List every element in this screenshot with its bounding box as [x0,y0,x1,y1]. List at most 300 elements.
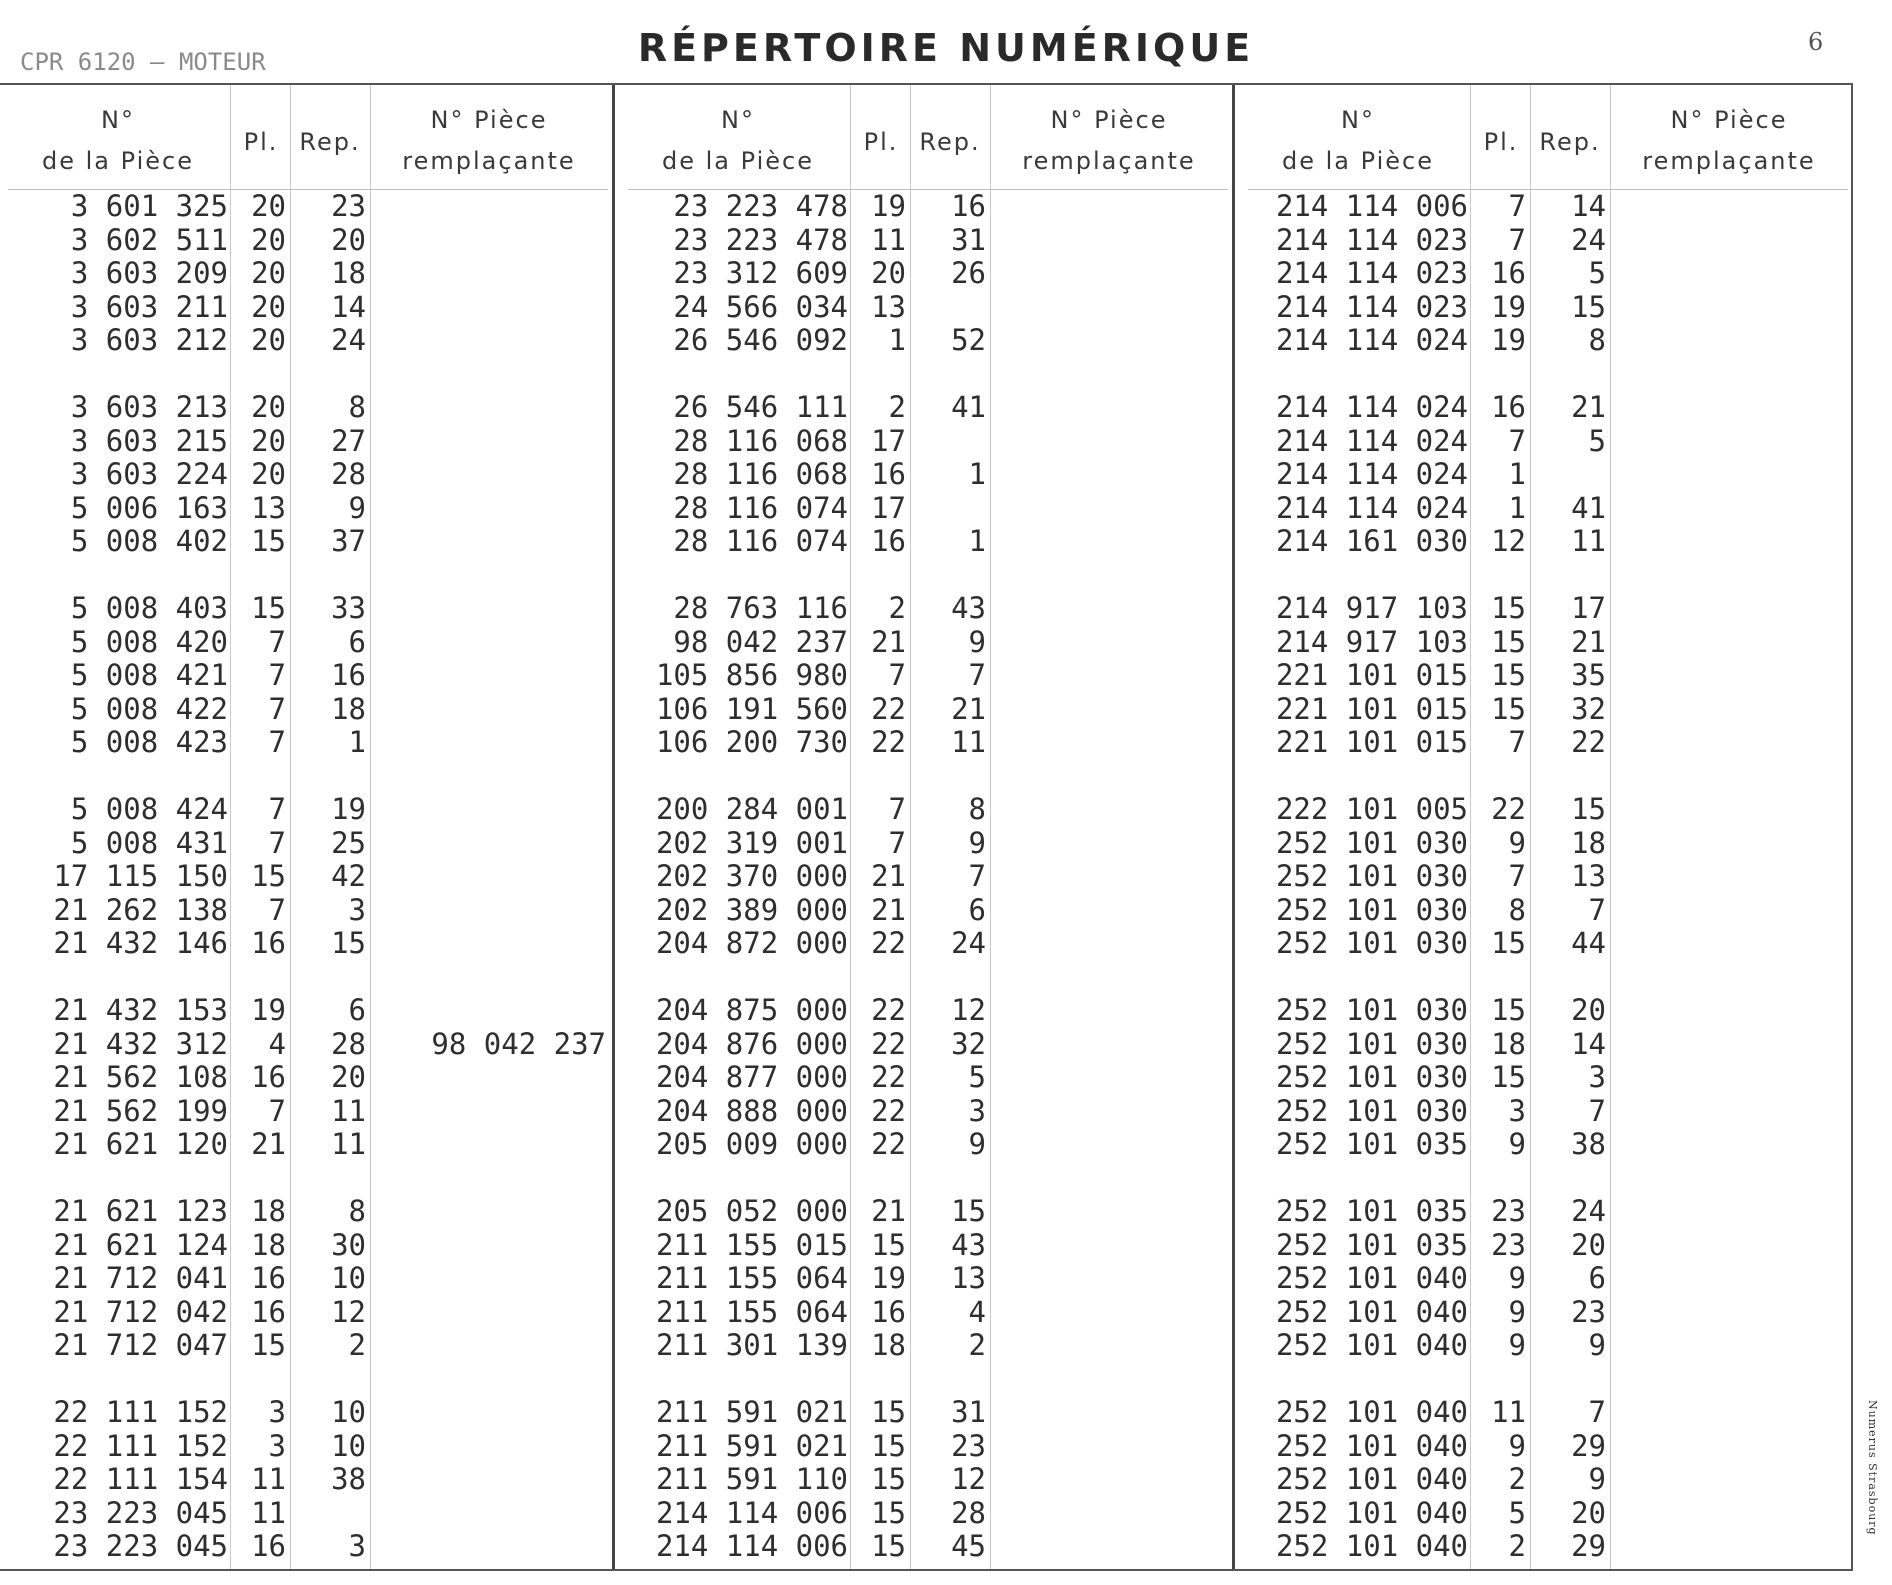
part-number: 3 602 511 [70,222,228,257]
part-number: 204 888 000 [655,1093,848,1128]
table-row [620,693,1230,727]
part-number: 3 603 215 [70,423,228,458]
plate-number: 7 [888,658,906,692]
table-row [0,793,610,827]
part-number: 221 101 015 [1275,725,1468,759]
reference-number: 11 [331,1093,366,1128]
part-number: 211 155 015 [655,1227,848,1262]
reference-number: 7 [1588,1093,1606,1128]
table-row [1240,1296,1850,1330]
reference-number: 24 [1571,1194,1606,1228]
plate-number: 15 [871,1428,906,1463]
table-row [1240,1430,1850,1464]
reference-number: 1 [968,457,986,491]
header-piece-line1: N° [101,106,135,134]
table-row [620,1195,1230,1229]
part-number: 252 101 030 [1275,892,1468,927]
plate-number: 22 [871,1093,906,1128]
plate-number: 23 [1491,1227,1526,1262]
plate-number: 2 [888,390,906,424]
table-row [620,324,1230,358]
block-separator [612,85,615,1569]
reference-number: 20 [1571,993,1606,1027]
reference-number: 14 [331,289,366,324]
column-header-pl: Pl. [863,128,899,156]
part-number: 26 546 111 [673,390,848,424]
table-row [620,1396,1230,1430]
table-row [620,927,1230,961]
header-piece-line2: de la Pièce [662,147,814,175]
plate-number: 9 [1508,1428,1526,1463]
plate-number: 2 [1508,1462,1526,1496]
plate-number: 7 [268,658,286,692]
part-number: 3 603 212 [70,323,228,357]
reference-number: 29 [1571,1529,1606,1563]
reference-number: 41 [1571,490,1606,525]
reference-number: 28 [331,457,366,491]
page-title: RÉPERTOIRE NUMÉRIQUE [637,26,1255,70]
part-number: 5 006 163 [70,490,228,525]
part-number: 211 591 021 [655,1395,848,1429]
plate-number: 21 [251,1127,286,1161]
part-number: 22 111 154 [53,1462,228,1496]
plate-number: 22 [871,926,906,960]
part-number: 252 101 040 [1275,1495,1468,1530]
plate-number: 15 [1491,1060,1526,1094]
plate-number: 11 [1491,1395,1526,1429]
part-number: 214 114 024 [1275,323,1468,357]
part-number: 214 114 024 [1275,423,1468,458]
table-row [0,1296,610,1330]
plate-number: 2 [888,591,906,625]
part-number: 252 101 040 [1275,1529,1468,1563]
part-number: 214 917 103 [1275,624,1468,659]
plate-number: 7 [268,792,286,826]
reference-number: 15 [331,926,366,960]
table-row [0,190,610,224]
part-number: 21 262 138 [53,892,228,927]
plate-number: 15 [871,1495,906,1530]
plate-number: 7 [268,691,286,726]
plate-number: 13 [251,490,286,525]
plate-number: 18 [251,1227,286,1262]
plate-number: 7 [1508,859,1526,893]
table-row [0,425,610,459]
plate-number: 20 [251,457,286,491]
reference-number: 11 [951,725,986,759]
table-row [0,1262,610,1296]
table-row [620,1296,1230,1330]
table-row [1240,894,1850,928]
part-number: 211 591 110 [655,1462,848,1496]
reference-number: 8 [348,390,366,424]
part-number: 211 155 064 [655,1261,848,1295]
reference-number: 4 [968,1294,986,1329]
reference-number: 32 [951,1026,986,1061]
header-remplacante-line2: remplaçante [1022,147,1196,175]
reference-number: 2 [968,1328,986,1362]
part-number: 21 432 312 [53,1026,228,1061]
part-number: 214 917 103 [1275,591,1468,625]
plate-number: 9 [1508,1328,1526,1362]
table-row [1240,1262,1850,1296]
plate-number: 22 [871,725,906,759]
table-row [0,257,610,291]
reference-number: 24 [331,323,366,357]
part-number: 5 008 431 [70,825,228,860]
table-row [1240,1329,1850,1363]
part-number: 252 101 030 [1275,1026,1468,1061]
table-row [1240,224,1850,258]
reference-number: 20 [331,222,366,257]
reference-number: 15 [951,1194,986,1228]
table-row [620,1095,1230,1129]
table-row [1240,1061,1850,1095]
table-row [1240,1463,1850,1497]
part-number: 252 101 030 [1275,1060,1468,1094]
reference-number: 3 [1588,1060,1606,1094]
part-number: 17 115 150 [53,859,228,893]
reference-number: 18 [331,691,366,726]
reference-number: 6 [348,624,366,659]
reference-number: 13 [951,1261,986,1295]
plate-number: 21 [871,892,906,927]
plate-number: 22 [1491,792,1526,826]
table-row [0,693,610,727]
plate-number: 7 [268,725,286,759]
part-number: 23 223 478 [673,189,848,223]
table-row [620,425,1230,459]
table-row [0,994,610,1028]
part-number: 23 223 045 [53,1495,228,1530]
reference-number: 22 [1571,725,1606,759]
part-number: 21 712 047 [53,1328,228,1362]
header-piece-line2: de la Pièce [1282,147,1434,175]
plate-number: 9 [1508,1127,1526,1161]
table-row [0,291,610,325]
plate-number: 16 [1491,390,1526,424]
plate-number: 7 [1508,189,1526,223]
reference-number: 17 [1571,591,1606,625]
reference-number: 11 [331,1127,366,1161]
column-header-remplacante [992,100,1226,182]
column-header-piece [630,100,846,182]
reference-number: 30 [331,1227,366,1262]
part-number: 252 101 030 [1275,859,1468,893]
plate-number: 22 [871,691,906,726]
document-code: CPR 6120 – MOTEUR [20,48,266,76]
reference-number: 7 [968,859,986,893]
part-number: 252 101 035 [1275,1127,1468,1161]
table-row [620,793,1230,827]
reference-number: 44 [1571,926,1606,960]
table-row [1240,324,1850,358]
table-row [620,224,1230,258]
reference-number: 7 [1588,1395,1606,1429]
table-row [1240,927,1850,961]
reference-number: 3 [348,892,366,927]
plate-number: 17 [871,490,906,525]
part-number: 252 101 040 [1275,1328,1468,1362]
table-row [0,827,610,861]
plate-number: 1 [888,323,906,357]
part-number: 21 712 042 [53,1294,228,1329]
plate-number: 7 [268,1093,286,1128]
part-number: 214 114 024 [1275,390,1468,424]
reference-number: 6 [1588,1261,1606,1295]
part-number: 3 601 325 [70,189,228,223]
reference-number: 38 [1571,1127,1606,1161]
table-row [1240,592,1850,626]
part-number: 204 872 000 [655,926,848,960]
side-credit: Numerus Strasbourg [1866,1400,1879,1536]
part-number: 205 009 000 [655,1127,848,1161]
plate-number: 8 [1508,892,1526,927]
plate-number: 18 [251,1194,286,1228]
reference-number: 9 [1588,1462,1606,1496]
plate-number: 7 [1508,222,1526,257]
reference-number: 27 [331,423,366,458]
reference-number: 8 [968,792,986,826]
plate-number: 15 [1491,993,1526,1027]
reference-number: 16 [331,658,366,692]
reference-number: 12 [951,1462,986,1496]
reference-number: 9 [968,624,986,659]
table-row [1240,1095,1850,1129]
table-row [0,626,610,660]
plate-number: 19 [871,1261,906,1295]
reference-number: 24 [1571,222,1606,257]
table-row [620,1061,1230,1095]
reference-number: 31 [951,222,986,257]
part-number: 200 284 001 [655,792,848,826]
part-number: 5 008 421 [70,658,228,692]
plate-number: 15 [1491,591,1526,625]
table-row [1240,626,1850,660]
table-row [1240,492,1850,526]
part-number: 252 101 040 [1275,1428,1468,1463]
plate-number: 15 [1491,691,1526,726]
reference-number: 29 [1571,1428,1606,1463]
reference-number: 25 [331,825,366,860]
table-row [620,726,1230,760]
part-number: 252 101 040 [1275,1294,1468,1329]
table-row [620,492,1230,526]
reference-number: 23 [331,189,366,223]
part-number: 21 562 108 [53,1060,228,1094]
table-row [0,492,610,526]
plate-number: 7 [888,792,906,826]
plate-number: 7 [1508,725,1526,759]
plate-number: 23 [1491,1194,1526,1228]
part-number: 252 101 035 [1275,1227,1468,1262]
reference-number: 12 [331,1294,366,1329]
part-number: 21 621 120 [53,1127,228,1161]
table-row [620,391,1230,425]
part-number: 5 008 422 [70,691,228,726]
plate-number: 16 [871,524,906,558]
plate-number: 16 [251,1060,286,1094]
part-number: 214 114 024 [1275,457,1468,491]
reference-number: 14 [1571,1026,1606,1061]
part-number: 214 114 006 [655,1529,848,1563]
reference-number: 8 [348,1194,366,1228]
plate-number: 19 [1491,323,1526,357]
plate-number: 3 [1508,1093,1526,1128]
part-number: 28 116 068 [673,457,848,491]
reference-number: 9 [968,825,986,860]
part-number: 5 008 424 [70,792,228,826]
reference-number: 18 [1571,825,1606,860]
table-row [620,1430,1230,1464]
plate-number: 16 [251,1294,286,1329]
header-piece-line1: N° [721,106,755,134]
reference-number: 20 [331,1060,366,1094]
column-header-rep: Rep. [299,128,361,156]
reference-number: 9 [968,1127,986,1161]
table-row [0,1061,610,1095]
plate-number: 12 [1491,524,1526,558]
part-number: 28 763 116 [673,591,848,625]
header-remplacante-line1: N° Pièce [1050,106,1168,134]
table-row [0,1195,610,1229]
table-row [0,391,610,425]
part-number: 23 223 045 [53,1529,228,1563]
header-piece-line1: N° [1341,106,1375,134]
part-number: 5 008 403 [70,591,228,625]
table-row [1240,693,1850,727]
table-row [1240,190,1850,224]
table-row [620,860,1230,894]
plate-number: 19 [1491,289,1526,324]
plate-number: 3 [268,1428,286,1463]
table-row [1240,257,1850,291]
reference-number: 5 [968,1060,986,1094]
table-row [620,659,1230,693]
plate-number: 20 [251,256,286,290]
table-row [0,1229,610,1263]
part-number: 214 114 006 [655,1495,848,1530]
table-row [620,1229,1230,1263]
table-row [620,1530,1230,1564]
plate-number: 18 [1491,1026,1526,1061]
plate-number: 21 [871,859,906,893]
part-number: 252 101 030 [1275,993,1468,1027]
plate-number: 22 [871,993,906,1027]
column-header-remplacante [372,100,606,182]
reference-number: 10 [331,1428,366,1463]
part-number: 214 114 024 [1275,490,1468,525]
part-number: 204 875 000 [655,993,848,1027]
part-number: 214 114 023 [1275,256,1468,290]
part-number: 214 161 030 [1275,524,1468,558]
reference-number: 9 [1588,1328,1606,1362]
table-row [0,1329,610,1363]
reference-number: 23 [951,1428,986,1463]
table-row [1240,1128,1850,1162]
plate-number: 7 [268,825,286,860]
table-row [0,1463,610,1497]
reference-number: 24 [951,926,986,960]
reference-number: 18 [331,256,366,290]
reference-number: 8 [1588,323,1606,357]
part-number: 28 116 074 [673,524,848,558]
table-row [1240,425,1850,459]
plate-number: 9 [1508,825,1526,860]
table-row [0,860,610,894]
reference-number: 7 [1588,892,1606,927]
table-row [0,1497,610,1531]
plate-number: 9 [1508,1261,1526,1295]
table-row [1240,1195,1850,1229]
table-row [620,1262,1230,1296]
column-header-piece [10,100,226,182]
table-row [0,324,610,358]
table-row [620,458,1230,492]
reference-number: 9 [348,490,366,525]
part-number: 211 591 021 [655,1428,848,1463]
table-row [1240,458,1850,492]
part-number: 222 101 005 [1275,792,1468,826]
plate-number: 22 [871,1127,906,1161]
reference-number: 2 [348,1328,366,1362]
table-row [1240,291,1850,325]
part-number: 252 101 030 [1275,926,1468,960]
column-header-rep: Rep. [919,128,981,156]
reference-number: 13 [1571,859,1606,893]
plate-number: 13 [871,289,906,324]
plate-number: 17 [871,423,906,458]
reference-number: 35 [1571,658,1606,692]
table-row [1240,525,1850,559]
reference-number: 37 [331,524,366,558]
part-number: 202 370 000 [655,859,848,893]
reference-number: 28 [331,1026,366,1061]
part-number: 214 114 023 [1275,289,1468,324]
part-number: 221 101 015 [1275,691,1468,726]
part-number: 28 116 068 [673,423,848,458]
plate-number: 20 [251,189,286,223]
part-number: 3 603 211 [70,289,228,324]
reference-number: 16 [951,189,986,223]
plate-number: 18 [871,1328,906,1362]
header-remplacante-line1: N° Pièce [430,106,548,134]
plate-number: 16 [251,1261,286,1295]
part-number: 211 155 064 [655,1294,848,1329]
table-row [0,224,610,258]
reference-number: 10 [331,1395,366,1429]
replacement-part-number: 98 042 237 [431,1026,606,1061]
plate-number: 20 [251,222,286,257]
part-number: 21 562 199 [53,1093,228,1128]
table-row [620,1128,1230,1162]
reference-number: 21 [1571,390,1606,424]
part-number: 205 052 000 [655,1194,848,1228]
plate-number: 16 [251,926,286,960]
part-number: 98 042 237 [673,624,848,659]
table-row [0,726,610,760]
table-row [620,190,1230,224]
table-row [0,1530,610,1564]
part-number: 24 566 034 [673,289,848,324]
table-row [620,592,1230,626]
table-row [0,592,610,626]
reference-number: 21 [951,691,986,726]
table-row [620,827,1230,861]
part-number: 21 432 153 [53,993,228,1027]
table-row [620,894,1230,928]
table-row [0,1430,610,1464]
